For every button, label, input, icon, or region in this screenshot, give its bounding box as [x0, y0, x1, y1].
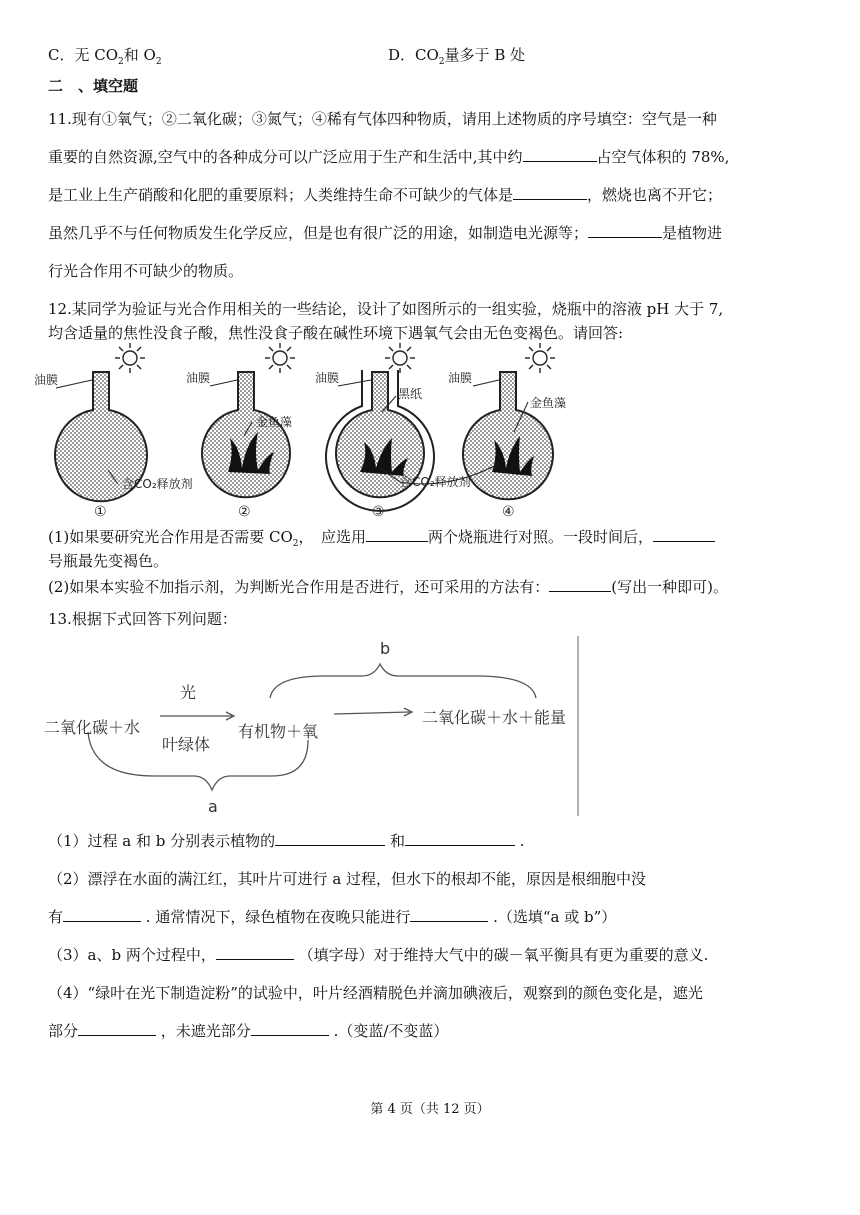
flask-4	[463, 372, 553, 499]
q11-line2: 重要的自然资源,空气中的各种成分可以广泛应用于生产和生活中,其中约 占空气体积的 78%,	[48, 148, 730, 166]
diagram-light: 光	[180, 683, 197, 702]
sun-icon	[525, 343, 555, 373]
answer-blank[interactable]	[251, 1021, 329, 1036]
q12-line2: 均含适量的焦性没食子酸，焦性没食子酸在碱性环境下遇氧气会由无色变褐色。请回答:	[48, 324, 624, 342]
q11-line4: 虽然几乎不与任何物质发生化学反应，但是也有很广泛的用途，如制造电光源等； 是植物进	[48, 224, 723, 242]
option-c: C．无 $CO_2$和 $O_2$	[48, 46, 162, 67]
diagram-label-b: b	[380, 639, 391, 658]
q12-part1-line1: (1)如果要研究光合作用是否需要 $CO_2$， 应选用 两个烧瓶进行对照。一段时间后，	[48, 526, 715, 549]
label-oil-film: 油膜	[34, 373, 59, 387]
label-black-paper: 黑纸	[398, 387, 423, 401]
q13-title: 13.根据下式回答下列问题：	[48, 610, 237, 628]
answer-blank[interactable]	[523, 147, 597, 162]
answer-blank[interactable]	[513, 185, 587, 200]
label-flask-1: ①	[94, 504, 107, 520]
diagram-right: 二氧化碳＋水＋能量	[422, 708, 567, 727]
q13-part4-line2: 部分 ，未遮光部分 .（变蓝/不变蓝）	[48, 1022, 449, 1040]
q13-part1: （1）过程 a 和 b 分别表示植物的 和 .	[48, 832, 525, 850]
answer-blank[interactable]	[405, 831, 515, 846]
label-algae: 金鱼藻	[530, 396, 567, 410]
answer-blank[interactable]	[366, 527, 428, 542]
answer-blank[interactable]	[588, 223, 662, 238]
q11-line5: 行光合作用不可缺少的物质。	[48, 262, 244, 280]
label-oil-film: 油膜	[448, 371, 473, 385]
label-co2-release: 含CO₂释放剂	[400, 475, 471, 489]
page-number: 第 4 页（共 12 页）	[370, 1102, 490, 1117]
flask-figure	[30, 340, 590, 520]
diagram-chloroplast: 叶绿体	[162, 735, 211, 754]
sun-icon	[115, 343, 145, 373]
answer-blank[interactable]	[275, 831, 385, 846]
diagram-label-a: a	[208, 797, 218, 816]
diagram-left: 二氧化碳＋水	[44, 718, 141, 737]
answer-blank[interactable]	[63, 907, 141, 922]
q13-part2-line1: （2）漂浮在水面的满江红，其叶片可进行 a 过程，但水下的根却不能，原因是根细胞中没	[48, 870, 647, 888]
label-flask-4: ④	[502, 504, 515, 520]
sun-icon	[265, 343, 295, 373]
label-co2-release: 含CO₂释放剂	[122, 477, 193, 491]
q13-part4-line1: （4）“绿叶在光下制造淀粉”的试验中，叶片经酒精脱色并滴加碘液后，观察到的颜色变化是，遮光	[48, 984, 703, 1002]
section-title: 二 、填空题	[48, 77, 139, 95]
option-d: D．$CO_2$量多于 B 处	[388, 46, 526, 67]
q12-line1: 12.某同学为验证与光合作用相关的一些结论，设计了如图所示的一组实验，烧瓶中的溶液 pH 大于 7,	[48, 300, 724, 318]
answer-blank[interactable]	[410, 907, 488, 922]
label-algae: 金鱼藻	[256, 415, 293, 429]
label-flask-2: ②	[238, 504, 251, 520]
answer-blank[interactable]	[216, 945, 294, 960]
q13-part3: （3）a、b 两个过程中， （填字母）对于维持大气中的碳－氧平衡具有更为重要的意义.	[48, 946, 709, 964]
q13-part2-line2: 有 . 通常情况下，绿色植物在夜晚只能进行 .（选填“a 或 b”）	[48, 908, 617, 926]
q11-line1: 11.现有①氧气；②二氧化碳；③氮气；④稀有气体四种物质，请用上述物质的序号填空：空气是一种	[48, 110, 717, 128]
diagram-middle: 有机物＋氧	[238, 722, 319, 741]
photosynthesis-diagram	[44, 636, 584, 818]
label-oil-film: 油膜	[315, 371, 340, 385]
flask-2	[202, 372, 293, 497]
answer-blank[interactable]	[78, 1021, 156, 1036]
label-oil-film: 油膜	[186, 371, 211, 385]
q11-line3: 是工业上生产硝酸和化肥的重要原料；人类维持生命不可缺少的气体是 ，燃烧也离不开它；	[48, 186, 723, 204]
q12-part1-line2: 号瓶最先变褐色。	[48, 552, 169, 570]
q12-part2: (2)如果本实验不加指示剂，为判断光合作用是否进行，还可采用的方法有： (写出一种即可)。	[48, 578, 728, 596]
answer-blank[interactable]	[653, 527, 715, 542]
sun-icon	[385, 343, 415, 373]
label-flask-3: ③	[372, 504, 385, 520]
answer-blank[interactable]	[549, 577, 611, 592]
